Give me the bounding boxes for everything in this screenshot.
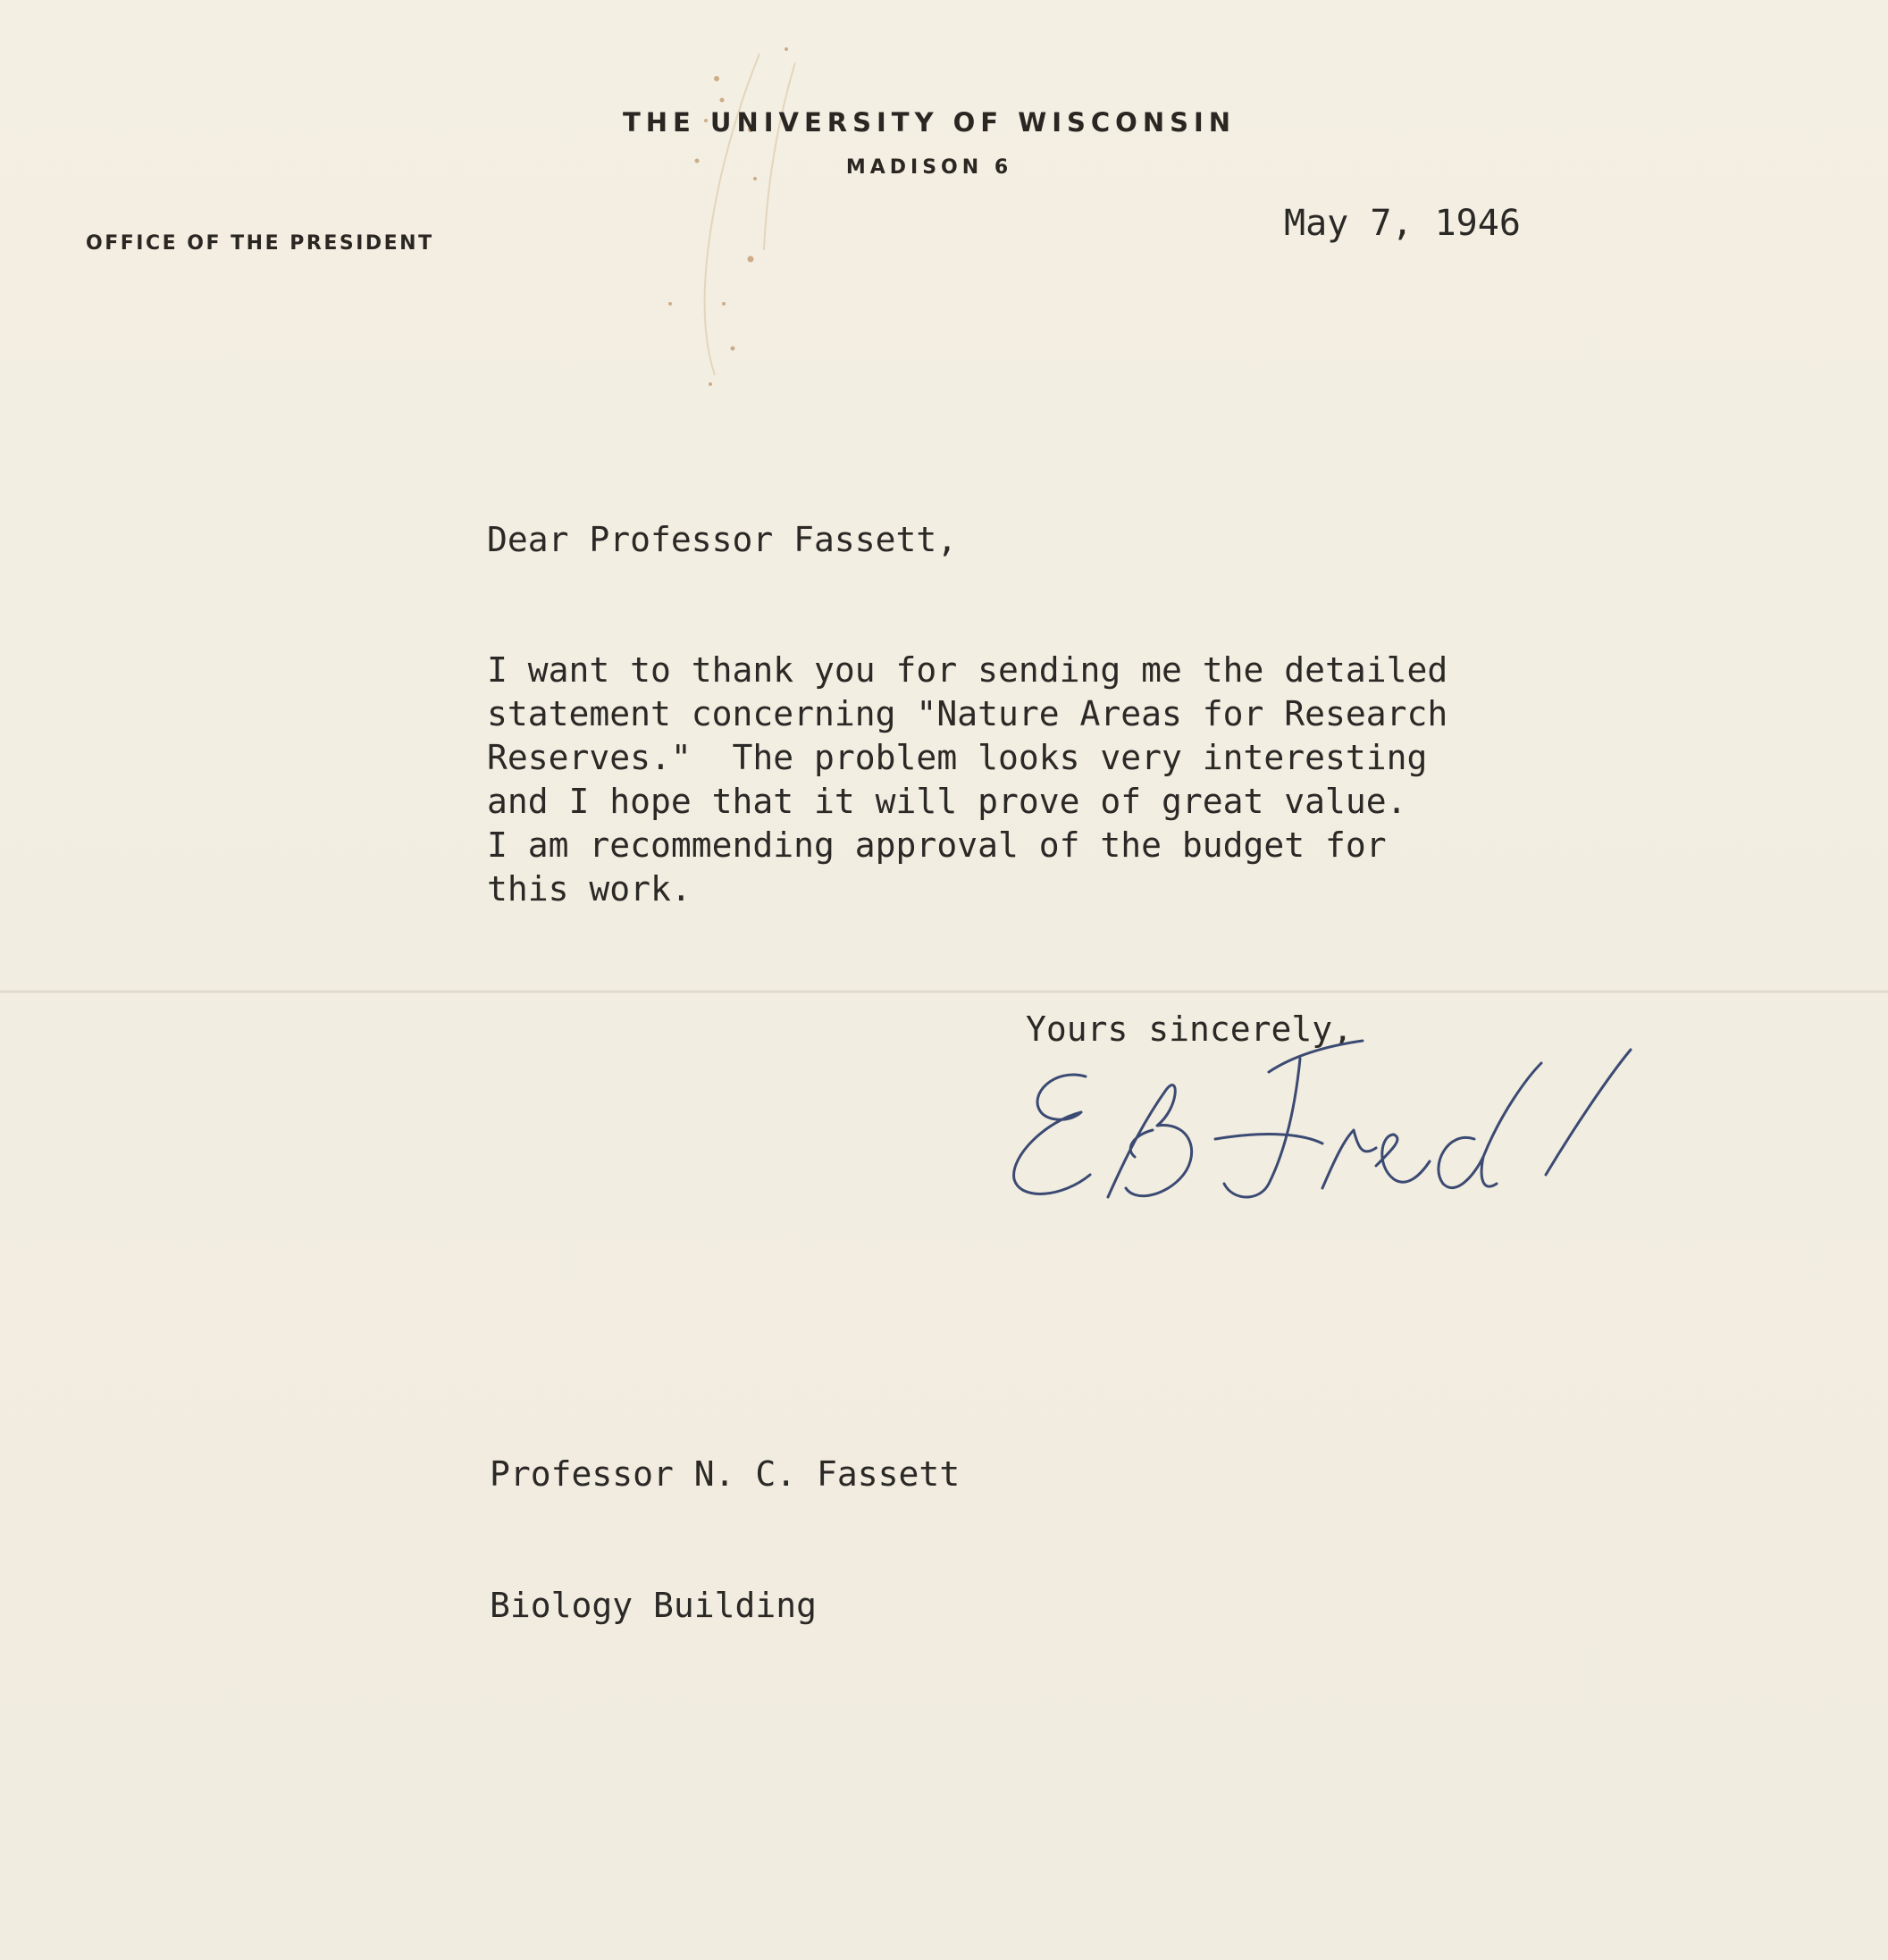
addressee-name: Professor N. C. Fassett xyxy=(490,1454,961,1494)
salutation: Dear Professor Fassett, xyxy=(487,520,958,559)
handwritten-signature xyxy=(1001,1023,1751,1228)
letter-date: May 7, 1946 xyxy=(1284,203,1521,244)
paper-fold-line xyxy=(0,990,1888,993)
addressee-location: Biology Building xyxy=(490,1586,818,1625)
letter-body: I want to thank you for sending me the detailed statement concerning "Nature Areas for Research Reserves." The problem looks very interesting and I hope that it will prove of great value. I am recommending approval of the budget for this work. xyxy=(487,650,1448,909)
addressee-block xyxy=(490,1365,960,1715)
rust-stain-marks xyxy=(617,36,849,393)
closing: Yours sincerely, xyxy=(1026,1009,1354,1049)
letterhead-office: OFFICE OF THE PRESIDENT xyxy=(86,232,434,255)
letterhead-institution: THE UNIVERSITY OF WISCONSIN xyxy=(622,107,1237,138)
letterhead-city: MADISON 6 xyxy=(845,156,1013,179)
